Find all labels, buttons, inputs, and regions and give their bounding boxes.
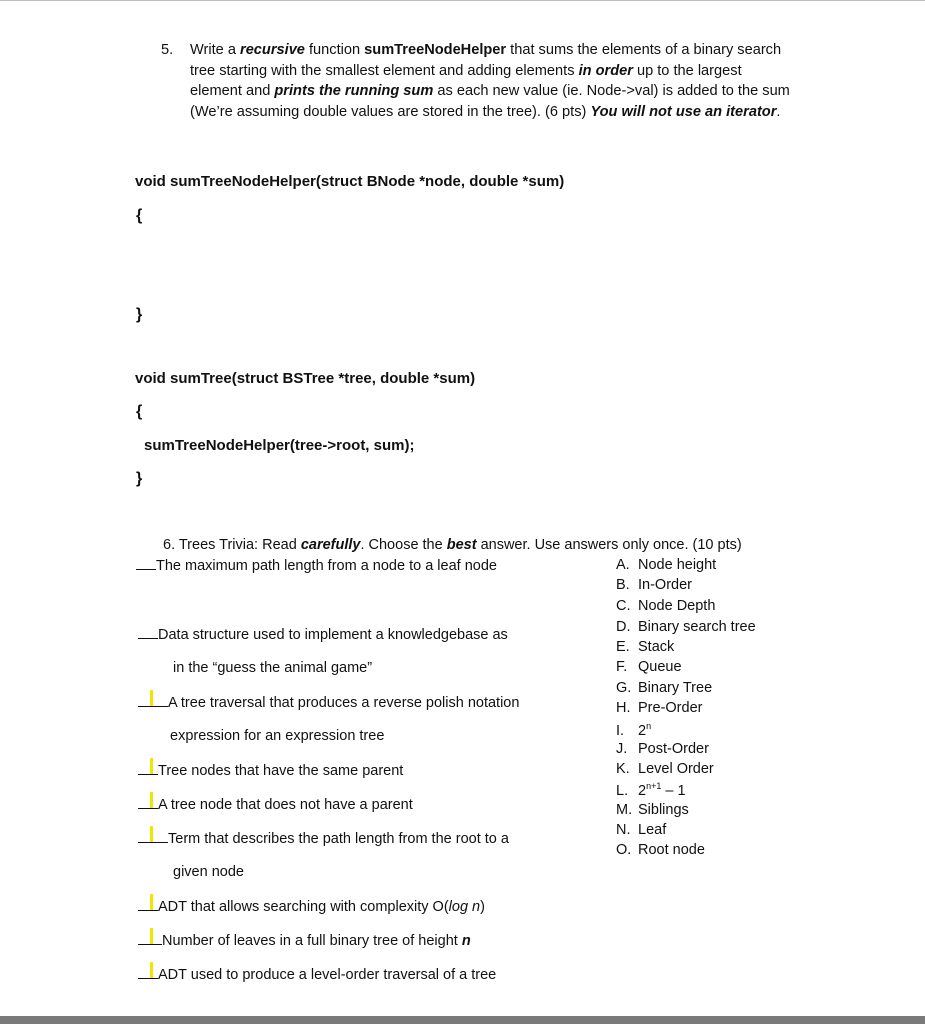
q6-heading-part: 6. Trees Trivia: Read: [163, 537, 301, 553]
sumtree-close-brace: }: [136, 470, 143, 487]
answer-option: [616, 802, 689, 818]
trivia-item-text: Term that describes the path length from the root to a: [168, 831, 509, 847]
trivia-item: [138, 796, 413, 813]
helper-open-brace: {: [136, 207, 143, 224]
answer-superscript: n+1: [646, 781, 662, 791]
trivia-item-text: Tree nodes that have the same parent: [158, 763, 404, 779]
answer-letter: H.: [616, 700, 631, 716]
q6-emphasis-best: best: [446, 537, 477, 553]
page-top-edge: [0, 0, 925, 1]
answer-letter: G.: [616, 680, 632, 696]
answer-option: [616, 842, 705, 858]
answer-option: [616, 721, 651, 739]
trivia-item-italic: log n: [448, 899, 481, 915]
answer-text: Pre-Order: [638, 700, 703, 716]
answer-text: Node height: [638, 557, 717, 573]
helper-close-brace: }: [136, 306, 143, 323]
answer-option: [616, 761, 714, 777]
q5-text-part: up to the largest element and: [190, 62, 742, 99]
q5-text-part: that sums the elements of a binary search tree starting with the smallest element and adding elements: [190, 42, 782, 79]
trivia-item: [138, 830, 509, 847]
trivia-item-continuation: expression for an expression tree: [170, 728, 385, 744]
q5-emphasis-in-order: in order: [578, 62, 633, 79]
q5-emphasis-no-iterator: You will not use an iterator: [590, 103, 777, 120]
page-bottom-bar: [0, 1016, 925, 1024]
q5-emphasis-running-sum: prints the running sum: [274, 83, 434, 99]
question-5-text: [190, 40, 791, 122]
trivia-item-text: ): [480, 899, 485, 915]
sumtree-signature: void sumTree(struct BSTree *tree, double *sum): [135, 370, 476, 387]
trivia-item: [138, 626, 508, 643]
answer-text: Level Order: [638, 761, 714, 777]
trivia-item-emphasis: n: [461, 933, 471, 949]
answer-text: In-Order: [638, 577, 692, 593]
trivia-item: [138, 966, 496, 983]
answer-option: [616, 619, 756, 635]
answer-option: [616, 577, 692, 593]
answer-letter: C.: [616, 598, 631, 614]
answer-text: Binary search tree: [638, 619, 756, 635]
sumtree-open-brace: {: [136, 403, 143, 420]
answer-blank[interactable]: [138, 898, 158, 911]
answer-blank[interactable]: [138, 830, 168, 843]
trivia-item: [136, 557, 497, 574]
q6-heading-part: answer. Use answers only once. (10 pts): [476, 537, 742, 553]
answer-option: [616, 680, 712, 696]
helper-signature: void sumTreeNodeHelper(struct BNode *node, double *sum): [135, 173, 565, 190]
answer-option: [616, 781, 686, 799]
trivia-item: [138, 762, 403, 779]
answer-letter: L.: [616, 782, 629, 799]
trivia-item-text: Number of leaves in a full binary tree of height: [162, 933, 462, 949]
answer-blank[interactable]: [138, 762, 158, 775]
answer-text: Siblings: [638, 802, 689, 818]
q5-text-part: as each new value (ie. Node->val) is added to the sum (We’re assuming double values are stored in the tree). (6 pts): [190, 83, 790, 120]
answer-option: [616, 822, 666, 838]
answer-text: Root node: [638, 842, 705, 858]
trivia-item-text: A tree traversal that produces a reverse polish notation: [168, 695, 520, 711]
answer-option: [616, 741, 709, 757]
q5-emphasis-recursive: recursive: [240, 42, 305, 58]
answer-letter: D.: [616, 619, 631, 635]
trivia-item-text: ADT that allows searching with complexity O(: [158, 899, 449, 915]
answer-option: [616, 639, 674, 655]
trivia-item-continuation: given node: [173, 864, 244, 880]
answer-superscript: n: [646, 721, 652, 731]
q5-function-name: sumTreeNodeHelper: [364, 42, 507, 58]
answer-blank[interactable]: [138, 796, 158, 809]
answer-text: Node Depth: [638, 598, 716, 614]
answer-letter: E.: [616, 639, 630, 655]
answer-text: Post-Order: [638, 741, 709, 757]
answer-letter: F.: [616, 659, 628, 675]
answer-text: Binary Tree: [638, 680, 713, 696]
answer-letter: I.: [616, 722, 625, 739]
sumtree-helper-call: sumTreeNodeHelper(tree->root, sum);: [144, 437, 415, 454]
answer-letter: M.: [616, 802, 633, 818]
answer-text: 2: [638, 782, 647, 799]
answer-blank[interactable]: [138, 626, 158, 639]
trivia-item-continuation: in the “guess the animal game”: [173, 660, 373, 676]
question-6-heading: [163, 537, 742, 553]
q5-text-part: Write a: [190, 42, 241, 58]
answer-blank[interactable]: [136, 557, 156, 570]
trivia-item-text: ADT used to produce a level-order traversal of a tree: [158, 967, 497, 983]
answer-text: Stack: [638, 639, 675, 655]
answer-letter: B.: [616, 577, 630, 593]
answer-blank[interactable]: [138, 966, 158, 979]
answer-text: – 1: [661, 782, 686, 799]
answer-blank[interactable]: [138, 932, 162, 945]
trivia-item: [138, 898, 485, 915]
question-5-number: 5.: [161, 42, 174, 58]
answer-text: Leaf: [638, 822, 667, 838]
trivia-item: [138, 694, 519, 711]
trivia-item-text: The maximum path length from a node to a leaf node: [156, 558, 497, 574]
answer-letter: K.: [616, 761, 630, 777]
answer-option: [616, 598, 715, 614]
answer-letter: O.: [616, 842, 632, 858]
q5-text-part: .: [776, 103, 781, 120]
answer-text: 2: [638, 722, 647, 739]
answer-option: [616, 659, 682, 675]
answer-letter: N.: [616, 822, 631, 838]
trivia-item-text: A tree node that does not have a parent: [158, 797, 413, 813]
answer-text: Queue: [638, 659, 682, 675]
answer-blank[interactable]: [138, 694, 168, 707]
answer-letter: A.: [616, 557, 630, 573]
answer-option: [616, 700, 702, 716]
q6-heading-part: . Choose the: [360, 537, 447, 553]
q6-emphasis-carefully: carefully: [300, 537, 361, 553]
q5-text-part: function: [304, 42, 365, 58]
trivia-item-text: Data structure used to implement a knowledgebase as: [158, 627, 508, 643]
answer-option: [616, 557, 716, 573]
question-5: [161, 40, 791, 122]
answer-letter: J.: [616, 741, 628, 757]
trivia-item: [138, 932, 471, 949]
